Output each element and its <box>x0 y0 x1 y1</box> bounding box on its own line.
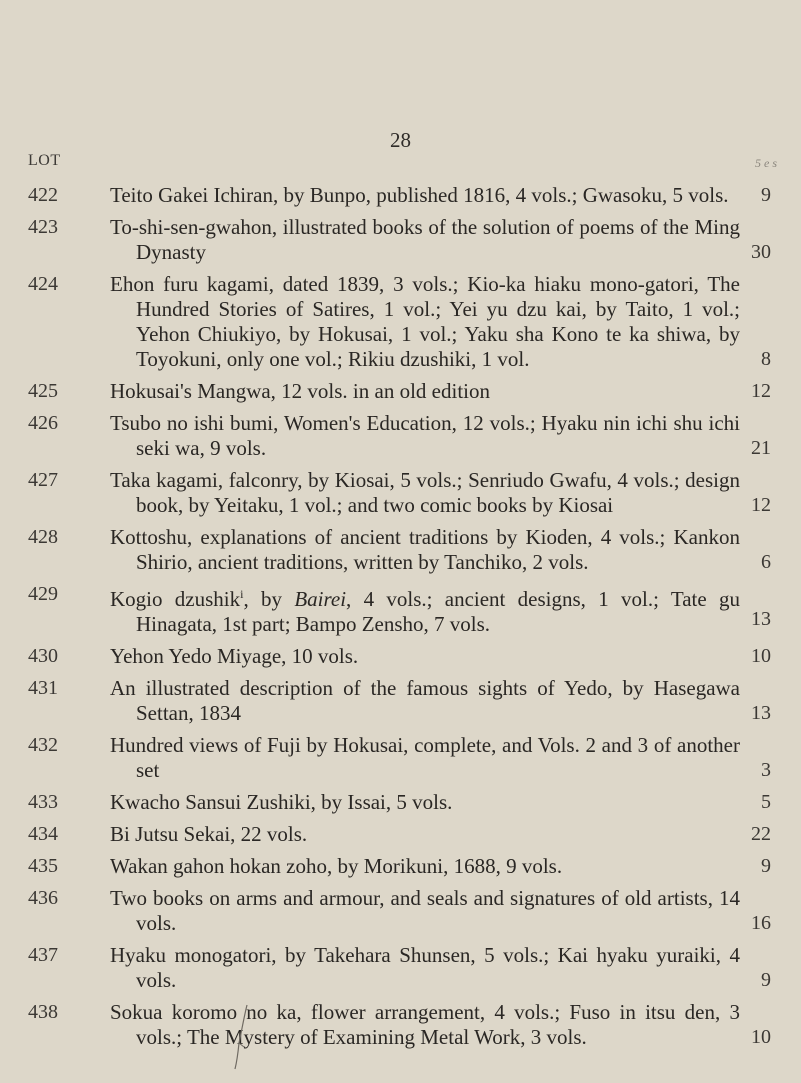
lot-number: 432 <box>28 734 58 756</box>
lot-description: Wakan gahon hokan zoho, by Morikuni, 1688, 9 vols. <box>110 854 563 878</box>
lot-number: 425 <box>28 380 58 402</box>
lot-price: 6 <box>761 551 771 573</box>
lot-number: 436 <box>28 887 58 909</box>
lot-number: 431 <box>28 677 58 699</box>
lot-price: 12 <box>751 380 771 402</box>
lot-number: 423 <box>28 216 58 238</box>
lot-price: 12 <box>751 494 771 516</box>
lot-description: Hundred views of Fuji by Hokusai, complete, and Vols. 2 and 3 of another set <box>110 733 740 782</box>
lot-price: 10 <box>751 645 771 667</box>
lot-number: 429 <box>28 583 58 605</box>
lot-number: 433 <box>28 791 58 813</box>
lot-description <box>110 582 740 637</box>
pencil-mark-icon <box>233 1003 251 1071</box>
lot-description: Yehon Yedo Miyage, 10 vols. <box>110 644 359 668</box>
lot-number: 424 <box>28 273 58 295</box>
lot-price: 9 <box>761 969 771 991</box>
lot-number: 428 <box>28 526 58 548</box>
lot-description: Sokua koromo no ka, flower arrangement, 4 vols.; Fuso in itsu den, 3 vols.; The Mystery of Examining Metal Work, 3 vols. <box>110 1000 740 1049</box>
lot-price: 10 <box>751 1026 771 1048</box>
desc-superscript: i <box>240 587 244 601</box>
lot-price: 21 <box>751 437 771 459</box>
lot-number: 430 <box>28 645 58 667</box>
lot-description: Taka kagami, falconry, by Kiosai, 5 vols.; Senriudo Gwafu, 4 vols.; design book, by Yeitaku, 1 vol.; and two comic books by Kiosai <box>110 468 740 517</box>
page-number: 28 <box>390 128 411 152</box>
lot-description: Kwacho Sansui Zushiki, by Issai, 5 vols. <box>110 790 453 814</box>
lot-price: 9 <box>761 855 771 877</box>
lot-number: 427 <box>28 469 58 491</box>
desc-text: , 4 vols.; ancient designs, 1 vol.; Tate gu Hinagata, 1st part; Bampo Zensho, 7 vols. <box>136 587 740 636</box>
lot-description: Teito Gakei Ichiran, by Bunpo, published 1816, 4 vols.; Gwasoku, 5 vols. <box>110 183 729 207</box>
lot-price: 30 <box>751 241 771 263</box>
lot-price: 8 <box>761 348 771 370</box>
lot-number: 435 <box>28 855 58 877</box>
lot-price: 5 <box>761 791 771 813</box>
lot-price: 16 <box>751 912 771 934</box>
desc-text: Kogio dzushik <box>110 587 241 611</box>
lot-price: 13 <box>751 702 771 724</box>
margin-annotation: 5 e s <box>755 156 777 170</box>
desc-text: , by <box>243 587 295 611</box>
lot-number: 434 <box>28 823 58 845</box>
lot-price: 22 <box>751 823 771 845</box>
lot-number: 422 <box>28 184 58 206</box>
lot-description: Bi Jutsu Sekai, 22 vols. <box>110 822 308 846</box>
lot-price: 3 <box>761 759 771 781</box>
lot-number: 426 <box>28 412 58 434</box>
lot-description: Kottoshu, explanations of ancient traditions by Kioden, 4 vols.; Kankon Shirio, ancient traditions, written by Tanchiko, 2 vols. <box>110 525 740 574</box>
lot-description: Ehon furu kagami, dated 1839, 3 vols.; Kio-ka hiaku mono-gatori, The Hundred Stories of Satires, 1 vol.; Yei yu dzu kai, by Taito, 1 vol.; Yehon Chiukiyo, by Hokusai, 1 vol.; Yaku sha Kono te ka shiwa, by Toyokuni, only one vol.; Rikiu dzushiki, 1 vol. <box>110 272 740 371</box>
lot-description: Hyaku monogatori, by Takehara Shunsen, 5 vols.; Kai hyaku yuraiki, 4 vols. <box>110 943 740 992</box>
lot-description: To-shi-sen-gwahon, illustrated books of the solution of poems of the Ming Dynasty <box>110 215 740 264</box>
desc-italic: Bairei <box>294 587 347 611</box>
lot-price: 13 <box>751 608 771 630</box>
lot-column-header: LOT <box>28 152 61 169</box>
lot-price: 9 <box>761 184 771 206</box>
lot-number: 437 <box>28 944 58 966</box>
lot-description: An illustrated description of the famous sights of Yedo, by Hasegawa Settan, 1834 <box>110 676 740 725</box>
lot-description: Hokusai's Mangwa, 12 vols. in an old edition <box>110 379 490 403</box>
lot-number: 438 <box>28 1001 58 1023</box>
lot-description: Two books on arms and armour, and seals and signatures of old artists, 14 vols. <box>110 886 740 935</box>
lot-description: Tsubo no ishi bumi, Women's Education, 12 vols.; Hyaku nin ichi shu ichi seki wa, 9 vols. <box>110 411 740 460</box>
